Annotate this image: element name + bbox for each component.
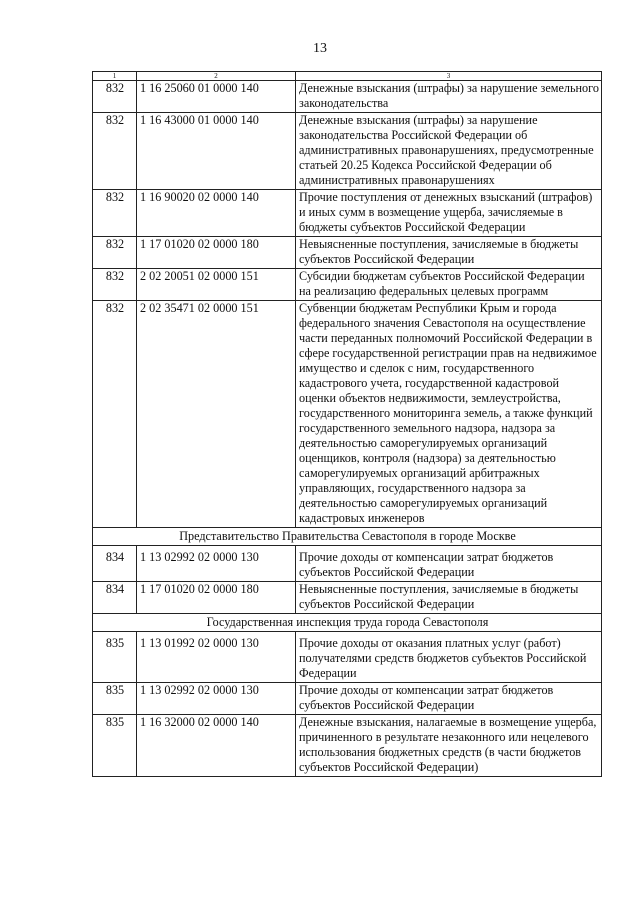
admin-code-cell: 835 (93, 632, 137, 683)
page-number: 13 (313, 41, 327, 56)
revenue-code-cell: 1 13 02992 02 0000 130 (137, 546, 296, 582)
admin-code-cell: 834 (93, 546, 137, 582)
column-number: 1 (93, 72, 137, 81)
admin-code-cell: 832 (93, 113, 137, 190)
description-cell: Прочие доходы от компенсации затрат бюджетов субъектов Российской Федерации (296, 546, 602, 582)
table-row (93, 301, 602, 528)
column-number-row (93, 72, 602, 81)
table-row (93, 237, 602, 269)
revenue-code-cell: 2 02 20051 02 0000 151 (137, 269, 296, 301)
revenue-code-cell: 1 16 90020 02 0000 140 (137, 190, 296, 237)
description-cell: Денежные взыскания (штрафы) за нарушение законодательства Российской Федерации об административных правонарушениях, предусмотренные статьей 20.25 Кодекса Российской Федерации об административных правонарушениях (296, 113, 602, 190)
column-number: 2 (137, 72, 296, 81)
table-row (93, 632, 602, 683)
description-cell: Прочие поступления от денежных взысканий (штрафов) и иных сумм в возмещение ущерба, зачисляемые в бюджеты субъектов Российской Федерации (296, 190, 602, 237)
revenue-code-cell: 1 13 01992 02 0000 130 (137, 632, 296, 683)
description-cell: Невыясненные поступления, зачисляемые в бюджеты субъектов Российской Федерации (296, 582, 602, 614)
section-heading: Государственная инспекция труда города Севастополя (93, 614, 602, 632)
revenue-code-cell: 1 16 43000 01 0000 140 (137, 113, 296, 190)
revenue-code-cell: 2 02 35471 02 0000 151 (137, 301, 296, 528)
admin-code-cell: 832 (93, 301, 137, 528)
revenue-code-cell: 1 17 01020 02 0000 180 (137, 237, 296, 269)
budget-code-table (92, 71, 602, 777)
column-number: 3 (296, 72, 602, 81)
table-row (93, 81, 602, 113)
admin-code-cell: 832 (93, 269, 137, 301)
table-body (93, 81, 602, 777)
revenue-code-cell: 1 16 25060 01 0000 140 (137, 81, 296, 113)
admin-code-cell: 832 (93, 190, 137, 237)
table-row (93, 190, 602, 237)
admin-code-cell: 835 (93, 683, 137, 715)
table-row (93, 113, 602, 190)
table-row (93, 582, 602, 614)
description-cell: Денежные взыскания (штрафы) за нарушение земельного законодательства (296, 81, 602, 113)
revenue-code-cell: 1 13 02992 02 0000 130 (137, 683, 296, 715)
admin-code-cell: 834 (93, 582, 137, 614)
description-cell: Субсидии бюджетам субъектов Российской Федерации на реализацию федеральных целевых программ (296, 269, 602, 301)
description-cell: Невыясненные поступления, зачисляемые в бюджеты субъектов Российской Федерации (296, 237, 602, 269)
description-cell: Прочие доходы от оказания платных услуг (работ) получателями средств бюджетов субъектов Российской Федерации (296, 632, 602, 683)
table-row (93, 546, 602, 582)
table-row (93, 683, 602, 715)
section-heading: Представительство Правительства Севастополя в городе Москве (93, 528, 602, 546)
description-cell: Субвенции бюджетам Республики Крым и города федерального значения Севастополя на осуществление части переданных полномочий Российской Федерации в сфере государственной регистрации прав на недвижимое имущество и сделок с ним, государственного кадастрового учета, государственной кадастровой оценки объектов недвижимости, землеустройства, государственного мониторинга земель, а также функций государственного земельного надзора, надзора за деятельностью саморегулируемых организаций оценщиков, контроля (надзора) за деятельностью саморегулируемых организаций арбитражных управляющих, государственного надзора за деятельностью саморегулируемых организаций кадастровых инженеров (296, 301, 602, 528)
section-heading-row (93, 614, 602, 632)
section-heading-row (93, 528, 602, 546)
admin-code-cell: 832 (93, 81, 137, 113)
admin-code-cell: 832 (93, 237, 137, 269)
admin-code-cell: 835 (93, 715, 137, 777)
revenue-code-cell: 1 16 32000 02 0000 140 (137, 715, 296, 777)
revenue-code-cell: 1 17 01020 02 0000 180 (137, 582, 296, 614)
table-row (93, 715, 602, 777)
description-cell: Денежные взыскания, налагаемые в возмещение ущерба, причиненного в результате незаконного или нецелевого использования бюджетных средств (в части бюджетов субъектов Российской Федерации) (296, 715, 602, 777)
description-cell: Прочие доходы от компенсации затрат бюджетов субъектов Российской Федерации (296, 683, 602, 715)
table-row (93, 269, 602, 301)
